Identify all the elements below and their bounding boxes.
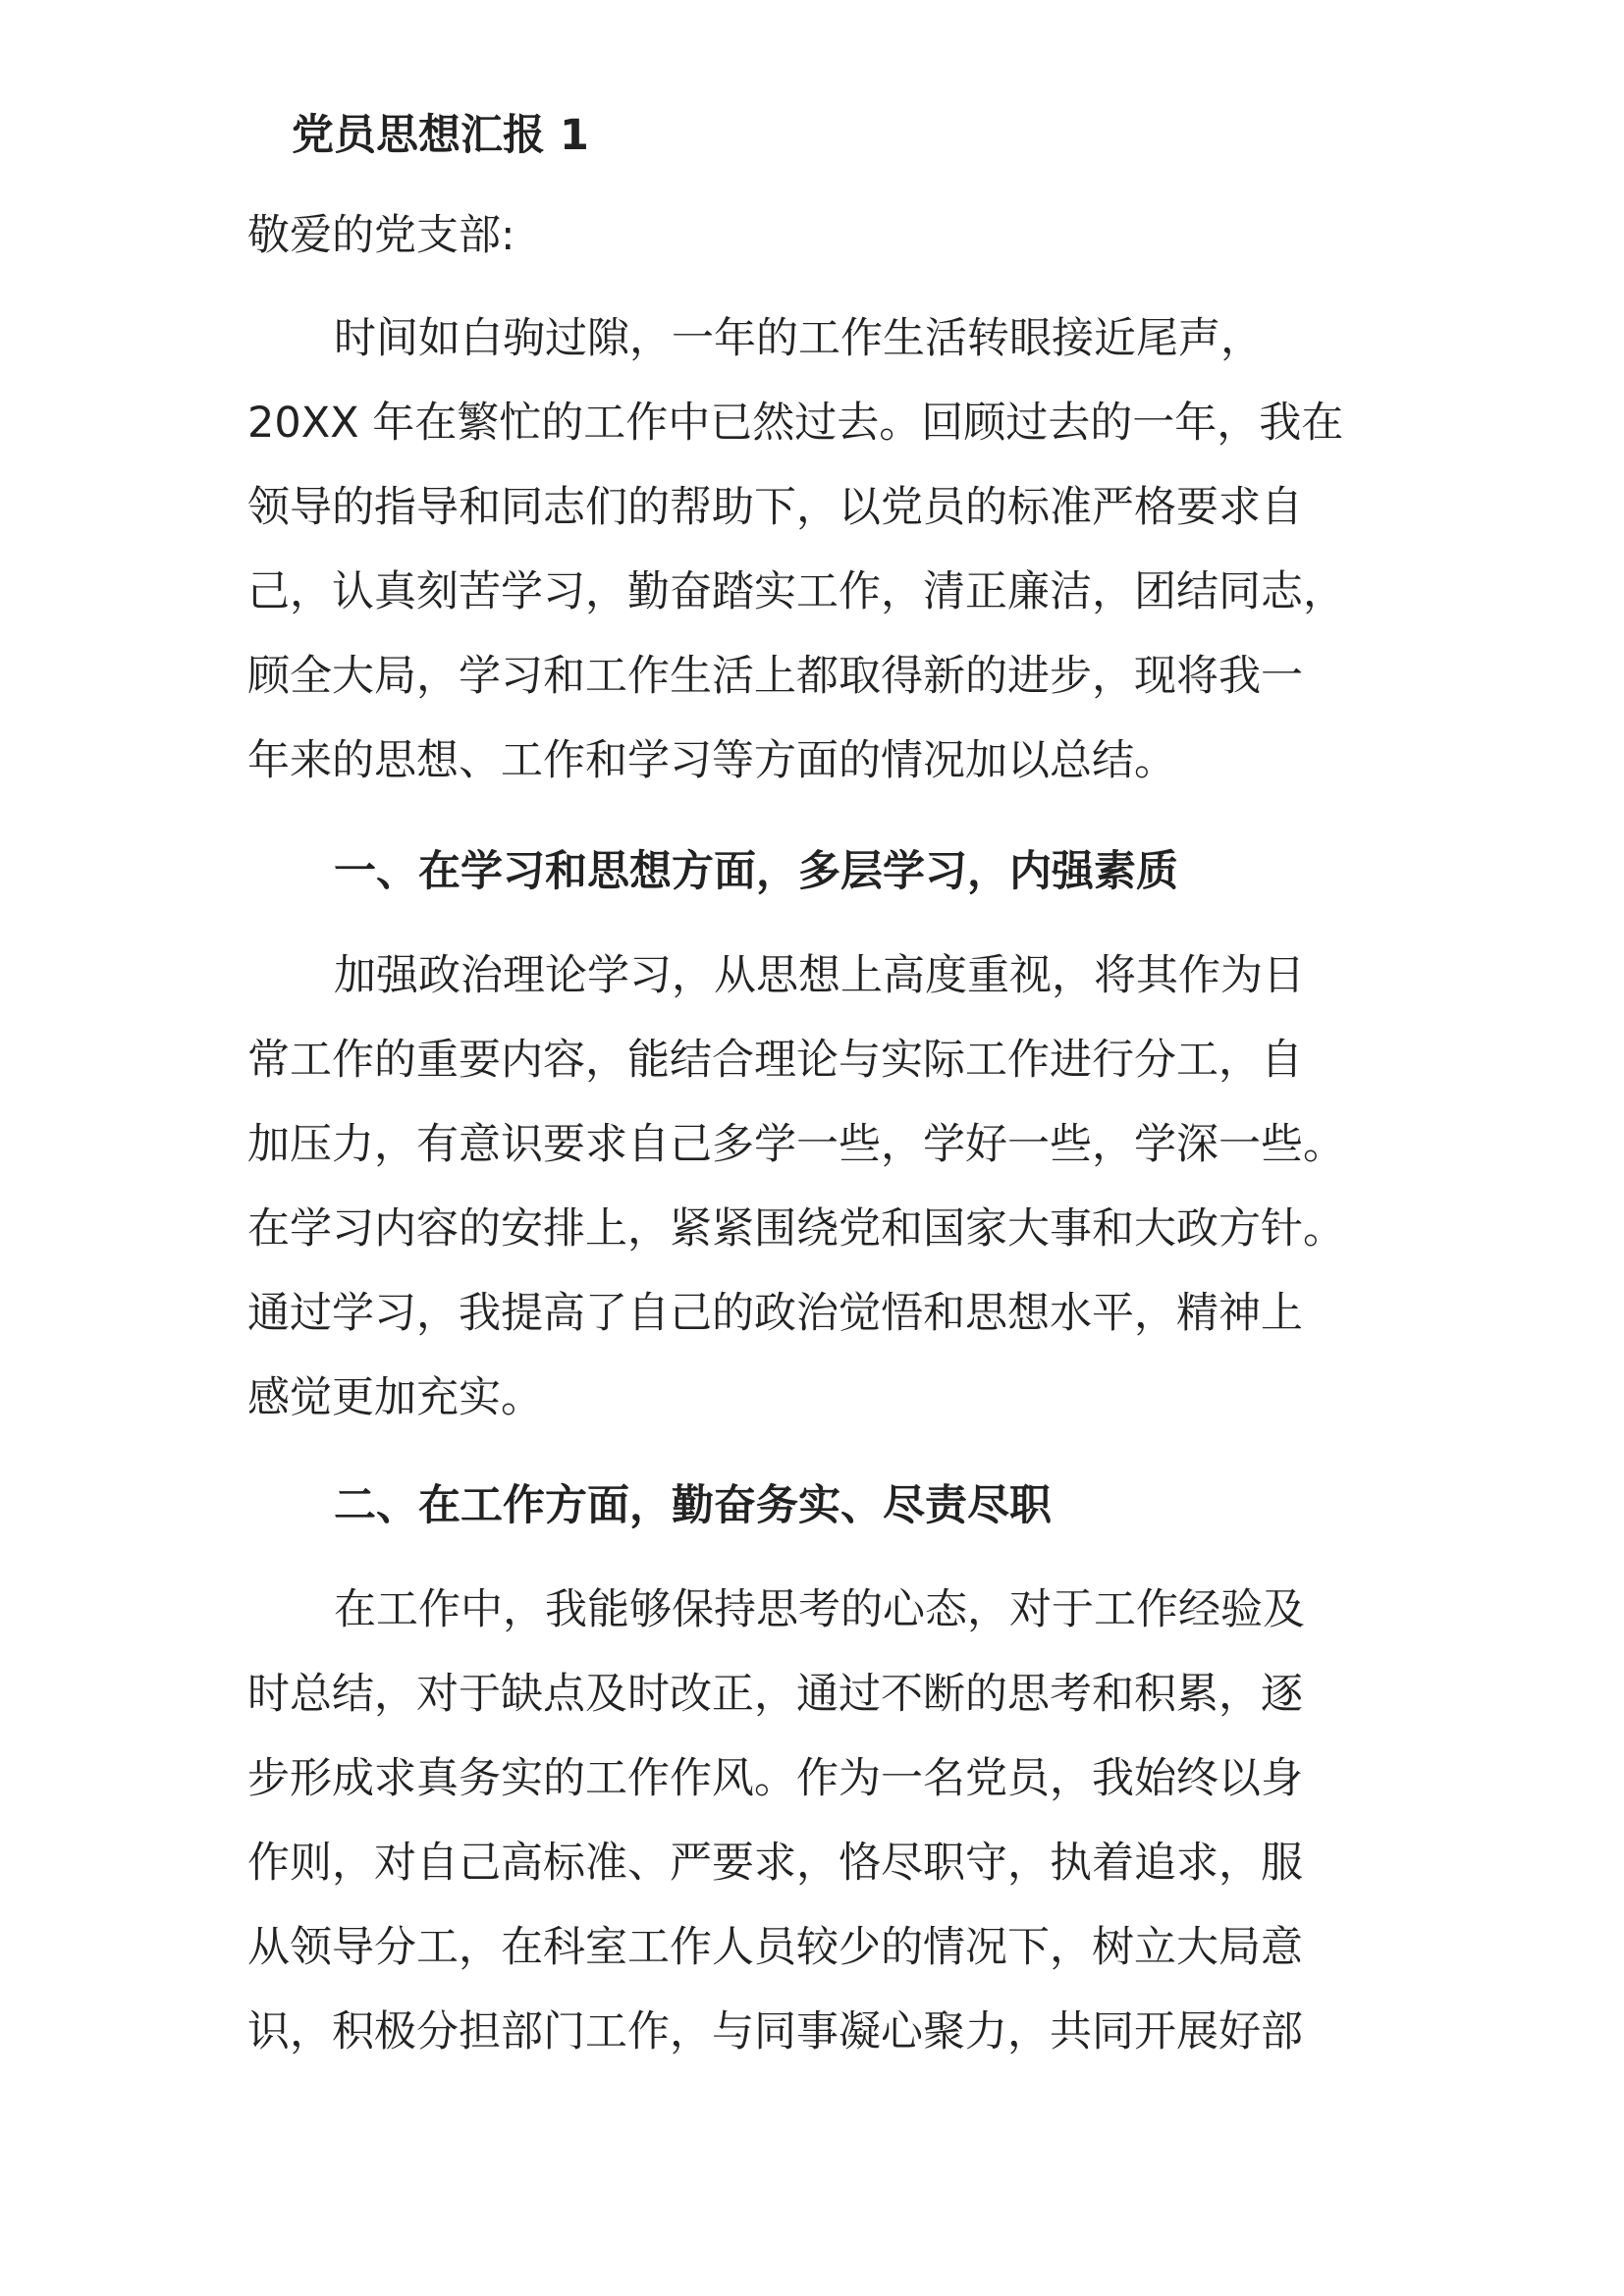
section-heading-1: 一、在学习和思想方面，多层学习，内强素质 bbox=[334, 847, 1178, 896]
intro-paragraph bbox=[247, 296, 1426, 803]
document-title: 党员思想汇报 1 bbox=[292, 111, 589, 160]
paragraph-line: 识，积极分担部门工作，与同事凝心聚力，共同开展好部 bbox=[247, 2007, 1303, 2056]
paragraph-line: 常工作的重要内容，能结合理论与实际工作进行分工，自 bbox=[247, 1036, 1303, 1085]
paragraph-line: 年来的思想、工作和学习等方面的情况加以总结。 bbox=[247, 736, 1176, 785]
section2-paragraph bbox=[247, 1568, 1426, 2074]
salutation: 敬爱的党支部: bbox=[247, 211, 515, 260]
section1-paragraph bbox=[247, 934, 1426, 1440]
paragraph-line: 时总结，对于缺点及时改正，通过不断的思考和积累，逐 bbox=[247, 1670, 1303, 1719]
paragraph-line: 时间如白驹过隙，一年的工作生活转眼接近尾声， bbox=[334, 314, 1263, 363]
paragraph-line: 在工作中，我能够保持思考的心态，对于工作经验及 bbox=[334, 1585, 1305, 1634]
paragraph-line: 步形成求真务实的工作作风。作为一名党员，我始终以身 bbox=[247, 1754, 1303, 1803]
paragraph-line: 作则，对自己高标准、严要求，恪尽职守，执着追求，服 bbox=[247, 1839, 1303, 1888]
paragraph-line: 加强政治理论学习，从思想上高度重视，将其作为日 bbox=[334, 951, 1305, 1000]
paragraph-line: 领导的指导和同志们的帮助下，以党员的标准严格要求自 bbox=[247, 483, 1303, 532]
section-heading-2: 二、在工作方面，勤奋务实、尽责尽职 bbox=[334, 1481, 1052, 1530]
paragraph-line: 20XX 年在繁忙的工作中已然过去。回顾过去的一年，我在 bbox=[247, 399, 1344, 448]
paragraph-line: 从领导分工，在科室工作人员较少的情况下，树立大局意 bbox=[247, 1923, 1303, 1972]
paragraph-line: 加压力，有意识要求自己多学一些，学好一些，学深一些。 bbox=[247, 1120, 1345, 1169]
paragraph-line: 在学习内容的安排上，紧紧围绕党和国家大事和大政方针。 bbox=[247, 1204, 1345, 1254]
paragraph-line: 通过学习，我提高了自己的政治觉悟和思想水平，精神上 bbox=[247, 1289, 1303, 1338]
paragraph-line: 感觉更加充实。 bbox=[247, 1373, 543, 1422]
paragraph-line: 顾全大局，学习和工作生活上都取得新的进步，现将我一 bbox=[247, 652, 1303, 701]
paragraph-line: 己，认真刻苦学习，勤奋踏实工作，清正廉洁，团结同志， bbox=[247, 567, 1345, 616]
